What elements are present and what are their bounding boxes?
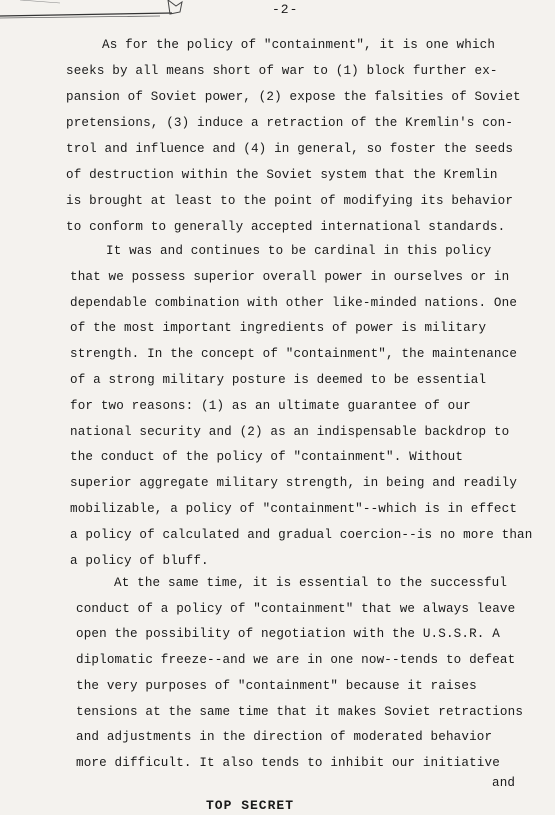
text-line: and adjustments in the direction of moderated behavior bbox=[76, 730, 493, 745]
text-line: that we possess superior overall power in ourselves or in bbox=[70, 269, 510, 284]
text-line: the very purposes of "containment" because it raises bbox=[76, 678, 477, 693]
text-line: conduct of a policy of "containment" that we always leave bbox=[76, 601, 516, 616]
text-line: At the same time, it is essential to the successful bbox=[114, 576, 508, 590]
text-line: pretensions, (3) induce a retraction of the Kremlin's con- bbox=[66, 116, 514, 130]
page-corner-fold-mark bbox=[0, 0, 190, 20]
text-line: of destruction within the Soviet system that the Kremlin bbox=[66, 168, 498, 182]
text-line: It was and continues to be cardinal in this policy bbox=[106, 244, 492, 258]
text-line: the conduct of the policy of "containment". Without bbox=[70, 450, 464, 465]
page-number: -2- bbox=[272, 2, 299, 17]
text-line: more difficult. It also tends to inhibit our initiative bbox=[76, 755, 500, 770]
text-line: trol and influence and (4) in general, so foster the seeds bbox=[66, 142, 514, 156]
text-line: of a strong military posture is deemed to be essential bbox=[70, 373, 487, 387]
text-line: seeks by all means short of war to (1) block further ex- bbox=[66, 64, 498, 78]
continuation-word: and bbox=[492, 776, 516, 790]
text-line: to conform to generally accepted international standards. bbox=[66, 220, 506, 234]
text-line: a policy of bluff. bbox=[70, 553, 209, 568]
text-line: a policy of calculated and gradual coercion--is no more than bbox=[70, 527, 533, 542]
text-line: mobilizable, a policy of "containment"--which is in effect bbox=[70, 502, 518, 516]
classification-marking: TOP SECRET bbox=[206, 798, 295, 813]
text-line: strength. In the concept of "containment", the maintenance bbox=[70, 347, 518, 362]
text-line: pansion of Soviet power, (2) expose the falsities of Soviet bbox=[66, 90, 521, 104]
text-line: As for the policy of "containment", it is one which bbox=[102, 38, 496, 52]
text-line: open the possibility of negotiation with the U.S.S.R. A bbox=[76, 627, 500, 642]
text-line: for two reasons: (1) as an ultimate guarantee of our bbox=[70, 398, 471, 413]
text-line: dependable combination with other like-minded nations. One bbox=[70, 295, 518, 310]
text-line: is brought at least to the point of modifying its behavior bbox=[66, 194, 514, 208]
text-line: diplomatic freeze--and we are in one now--tends to defeat bbox=[76, 653, 516, 668]
text-line: national security and (2) as an indispensable backdrop to bbox=[70, 424, 510, 439]
text-line: of the most important ingredients of power is military bbox=[70, 321, 487, 336]
text-line: superior aggregate military strength, in being and readily bbox=[70, 476, 518, 491]
text-line: tensions at the same time that it makes Soviet retractions bbox=[76, 704, 524, 719]
